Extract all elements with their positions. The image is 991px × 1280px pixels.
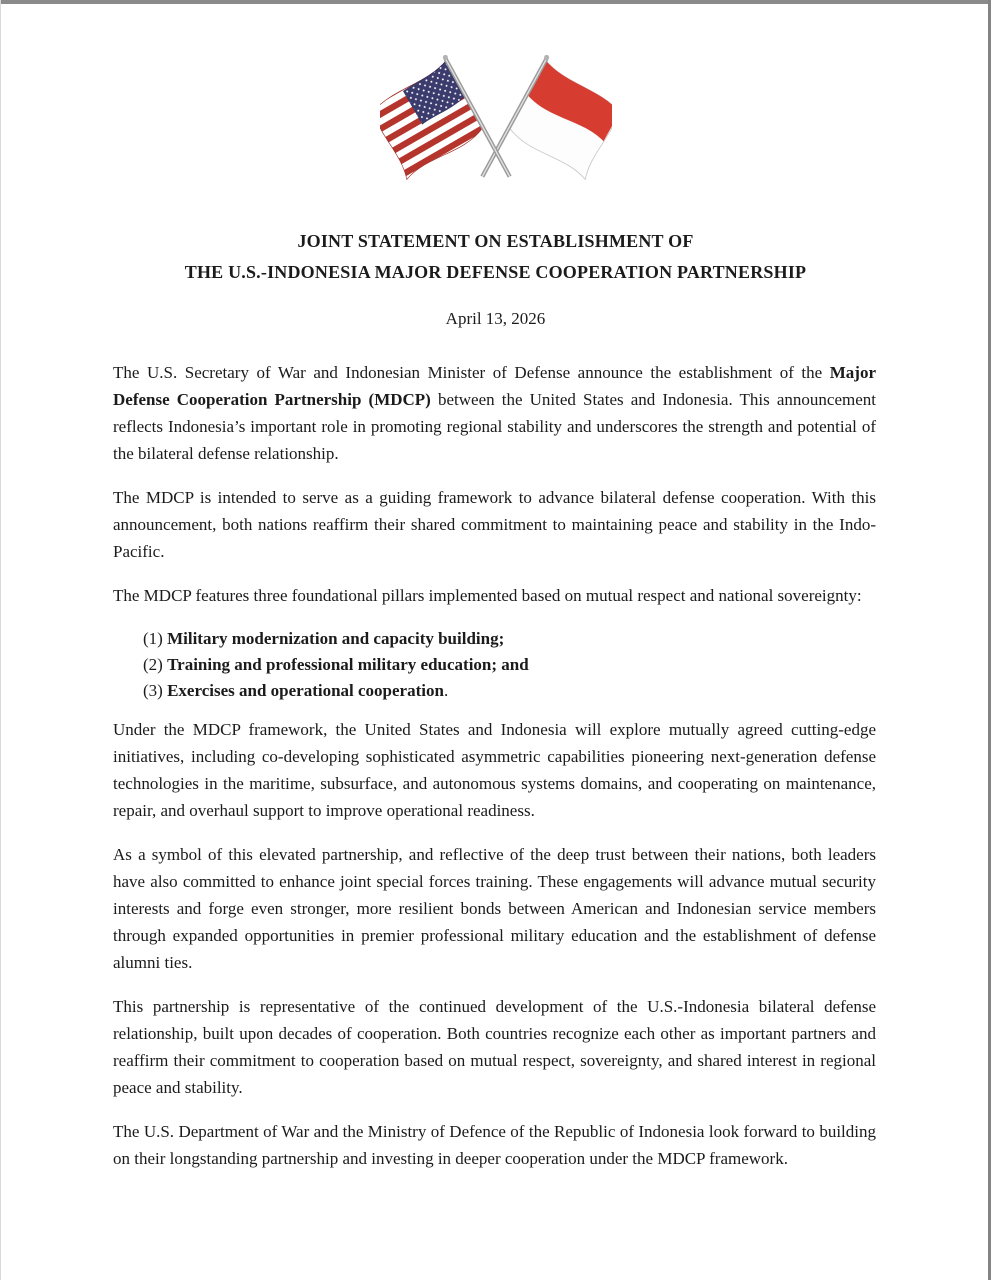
document-title-line-1: JOINT STATEMENT ON ESTABLISHMENT OF [297,231,694,251]
crossed-flags-emblem [380,50,612,203]
paragraph-bilateral-relationship: This partnership is representative of the continued development of the U.S.-Indonesia bilateral defense relationship, built upon decades of cooperation. Both countries recognize each other as important partners and reaffirm their commitment to cooperation based on mutual respect, sovereignty, and shared interest in regional peace and stability. [113,997,876,1097]
paragraph-announcement: The U.S. Secretary of War and Indonesian Minister of Defense announce the establishment of the Major Defense Cooperation Partnership (MDCP) between the United States and Indonesia. This announcement reflects Indonesia’s important role in promoting regional stability and underscores the strength and potential of the bilateral defense relationship. [113,363,877,463]
list-item-text: Training and professional military education; and [167,655,529,674]
paragraph-special-forces: As a symbol of this elevated partnership, and reflective of the deep trust between their nations, both leaders have also committed to enhance joint special forces training. These engagements will advance mutual security interests and forge even stronger, more resilient bonds between American and Indonesian service members through expanded opportunities in premier professional military education and the establishment of defense alumni ties. [113,845,876,972]
indonesia-flag-icon [503,60,611,179]
us-flag-icon [380,60,488,179]
list-number: (3) [143,681,168,700]
paragraph-closing: The U.S. Department of War and the Ministry of Defence of the Republic of Indonesia look forward to building on their longstanding partnership and investing in deeper cooperation under the MDCP framework. [113,1122,876,1168]
list-number: (2) [143,655,168,674]
us-indonesia-flags-icon [380,50,612,203]
list-item-pillar-3 [113,678,876,704]
document-title-line-2: THE U.S.-INDONESIA MAJOR DEFENSE COOPERATION PARTNERSHIP [184,262,807,282]
paragraph-framework-purpose: The MDCP is intended to serve as a guiding framework to advance bilateral defense cooperation. With this announcement, both nations reaffirm their shared commitment to maintaining peace and stability in the Indo-Pacific. [113,488,876,561]
scan-edge-left [0,0,1,1280]
list-item-pillar-1 [113,626,876,652]
pillar-list [113,626,876,704]
list-item-pillar-2 [113,652,876,678]
list-item-text: Military modernization and capacity building; [167,629,505,648]
paragraph-initiatives: Under the MDCP framework, the United States and Indonesia will explore mutually agreed cutting-edge initiatives, including co-developing sophisticated asymmetric capabilities pioneering next-generation defense technologies in the maritime, subsurface, and autonomous systems domains, and cooperating on maintenance, repair, and overhaul support to improve operational readiness. [113,720,876,820]
list-number: (1) [143,629,168,648]
document-body [113,359,876,1172]
paragraph-pillars-intro: The MDCP features three foundational pillars implemented based on mutual respect and national sovereignty: [113,586,862,605]
list-item-text: Exercises and operational cooperation. [167,681,449,700]
scan-edge-top [0,0,991,4]
document-date: April 13, 2026 [445,309,546,328]
